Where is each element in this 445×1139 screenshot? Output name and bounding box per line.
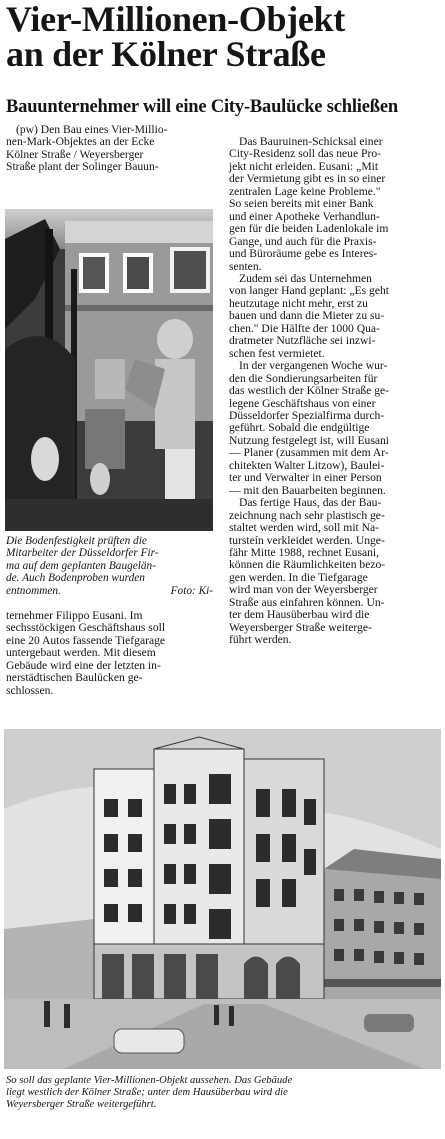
text-line: untergebaut werden. Mit diesem — [6, 646, 156, 660]
photo-image — [5, 209, 213, 531]
text-line: Straße aus einfahren können. Un- — [229, 595, 385, 609]
text-line: geführt. Sobald die endgültige — [229, 421, 370, 435]
text-line: In der vergangenen Woche wur- — [239, 359, 388, 373]
left-column-continuation — [6, 610, 214, 697]
text-line: fähr Mitte 1988, rechnet Eusani, — [229, 545, 380, 559]
building-sketch — [4, 729, 441, 1069]
caption-line: Mitarbeiter der Düsseldorfer Fir- — [6, 547, 159, 560]
caption-line: So soll das geplante Vier-Millionen-Objekt aussehen. Das Gebäude — [6, 1075, 293, 1086]
text-line: senten. — [229, 259, 262, 273]
text-line: Gange, und auch für die Praxis- — [229, 234, 377, 248]
paragraph — [229, 136, 440, 273]
text-line: Nutzung festgelegt ist, will Eusani — [229, 433, 390, 447]
text-line: und einer Apotheke Verhandlun- — [229, 209, 380, 223]
text-line: staltet werden wird, soll mit Na- — [229, 521, 380, 535]
text-line: zentralen Lage keine Probleme." — [229, 184, 381, 198]
text-line: Das fertige Haus, das der Bau- — [239, 496, 382, 510]
paragraph — [229, 360, 440, 497]
photo-credit: Foto: Ki- — [170, 584, 213, 597]
right-column — [229, 136, 440, 647]
text-line: schen fest vermietet. — [229, 346, 325, 360]
text-line: eine 20 Autos fassende Tiefgarage — [6, 633, 166, 647]
text-line: Kölner Straße / Weyersberger — [6, 147, 144, 161]
construction-site-photo — [5, 209, 213, 531]
text-line: ternehmer Filippo Eusani. Im — [6, 609, 143, 622]
article-subheadline: Bauunternehmer will eine City-Baulücke schließen — [6, 97, 398, 117]
caption-line: liegt westlich der Kölner Straße; unter dem Hausüberbau wird die — [6, 1087, 288, 1099]
text-line: tursteín verkleidet werden. Unge- — [229, 533, 385, 547]
text-line: ter dem Hausüberbau wird die — [229, 608, 370, 622]
text-line: von langer Hand geplant: „Es geht — [229, 284, 390, 298]
text-line: bauen und dann die Mieter zu su- — [229, 309, 385, 323]
text-line: jekt nicht erleiden. Eusani: „Mit — [229, 159, 379, 173]
text-line: zeichnung nach sehr plastisch ge- — [229, 508, 385, 522]
text-line: chen." Die Hälfte der 1000 Qua- — [229, 321, 380, 335]
text-line: Gebäude wird eine der letzten in- — [6, 658, 161, 672]
text-line: Düsseldorfer Spezialfirma durch- — [229, 408, 385, 422]
headline-line-1: Vier-Millionen-Objekt — [6, 0, 345, 39]
text-line: können die Räumlichkeiten bezo- — [229, 558, 386, 572]
text-line: — Planer (zusammen mit dem Ar- — [229, 446, 389, 460]
text-line: gen für die beiden Ladenlokale im — [229, 222, 389, 236]
text-line: Das Bauruinen-Schicksal einer — [239, 135, 383, 148]
text-line: führt werden. — [229, 633, 292, 647]
caption-line: Weyersberger Straße weitergeführt. — [6, 1099, 157, 1111]
caption-line: entnommen. — [6, 584, 61, 597]
text-line: legene Geschäftshaus von einer — [229, 396, 376, 410]
text-line: — mit den Bauarbeiten beginnen. — [229, 483, 386, 497]
architectural-drawing — [4, 729, 441, 1069]
text-line: dratmeter Nutzfläche sei inzwi- — [229, 334, 376, 348]
text-line: ter und Verwalter in einer Person — [229, 471, 382, 485]
text-line: City-Residenz soll das neue Pro- — [229, 147, 381, 161]
text-line: sechsstöckigen Geschäftshaus soll — [6, 621, 166, 635]
text-line: Zudem sei das Unternehmen — [239, 271, 372, 285]
article-headline — [6, 2, 442, 72]
drawing-caption — [6, 1075, 440, 1111]
text-line: und Büroräume gebe es Interes- — [229, 247, 378, 261]
photo-caption — [6, 535, 213, 597]
text-line: Straße plant der Solinger Bauun- — [6, 160, 159, 174]
caption-line: de. Auch Bodenproben wurden — [6, 572, 145, 585]
text-line: gen werden. In die Tiefgarage — [229, 570, 368, 584]
text-line: Weyersberger Straße weiterge- — [229, 620, 372, 634]
text-line: der Vermietung gibt es in so einer — [229, 172, 386, 186]
paragraph — [229, 497, 440, 646]
text-line: heutzutage nicht mehr, erst zu — [229, 296, 368, 310]
left-column-intro — [6, 124, 214, 174]
text-line: chitekten Walter Litzow), Baulei- — [229, 458, 385, 472]
text-line: (pw) Den Bau eines Vier-Millio- — [16, 123, 168, 136]
paragraph — [229, 273, 440, 360]
text-line: So seien bereits mit einer Bank — [229, 197, 374, 211]
caption-line: Die Bodenfestigkeit prüften die — [6, 535, 147, 547]
text-line: das westlich der Kölner Straße ge- — [229, 384, 390, 398]
text-line: nerstädtischen Baulücken ge- — [6, 671, 143, 685]
headline-line-2: an der Kölner Straße — [6, 34, 326, 74]
text-line: den die Sondierungsarbeiten für — [229, 371, 378, 385]
text-line: schlossen. — [6, 683, 54, 697]
text-line: wird man von der Weyersberger — [229, 583, 378, 597]
caption-line: ma auf dem geplanten Baugelän- — [6, 559, 156, 572]
text-line: nen-Mark-Objektes an der Ecke — [6, 135, 155, 149]
